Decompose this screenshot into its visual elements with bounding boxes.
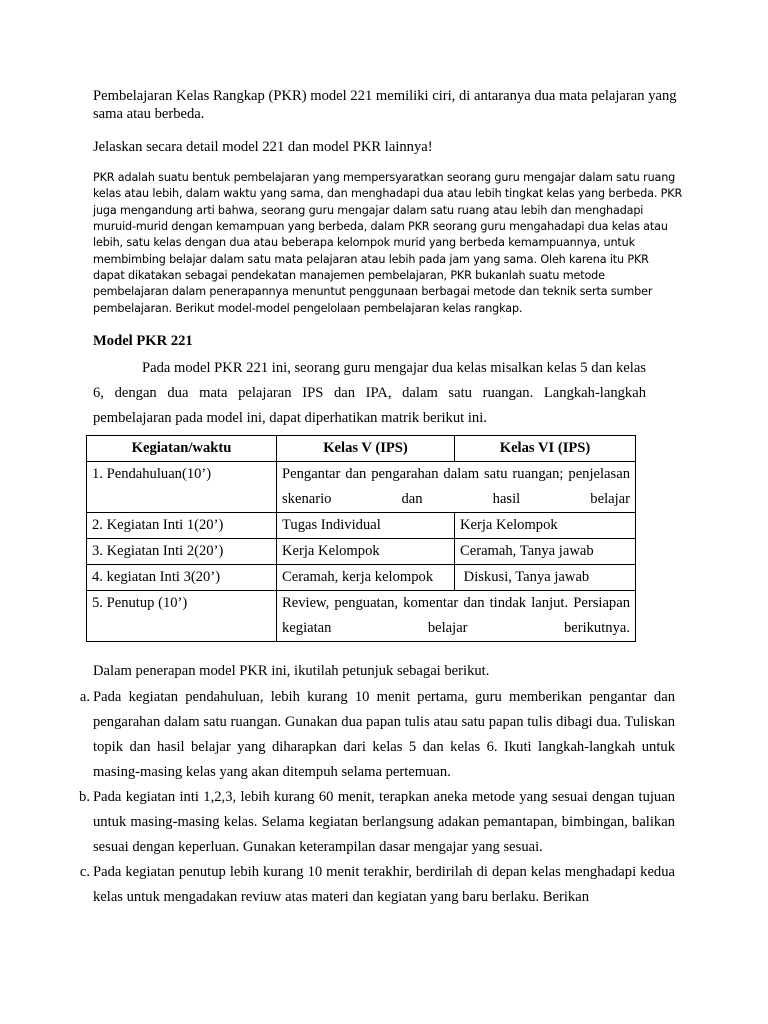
list-item-text: Pada kegiatan penutup lebih kurang 10 menit terakhir, berdirilah di depan kelas menghadapi kedua kelas untuk mengadakan reviuw atas materi dan kegiatan yang baru berlaku. Berikan [93,864,675,905]
activity-cell: 2. Kegiatan Inti 1(20’) [87,513,277,539]
table-row [87,513,636,539]
activity-cell: 3. Kegiatan Inti 2(20’) [87,539,277,565]
list-item-text: Pada kegiatan inti 1,2,3, lebih kurang 60 menit, terapkan aneka metode yang sesuai dengan tujuan untuk masing-masing kelas. Selama kegiatan berlangsung adakan pemantapan, bimbingan, balikan sesuai dengan keperluan. Gunakan keterampilan dasar mengajar yang sesuai. [93,789,675,855]
column-header: Kelas VI (IPS) [455,436,636,462]
kelas6-cell: Kerja Kelompok [455,513,636,539]
merged-cell: Pengantar dan pengarahan dalam satu ruangan; penjelasan skenario dan hasil belajar [277,462,636,513]
activity-matrix-table [86,435,636,642]
column-header: Kegiatan/waktu [87,436,277,462]
question-prompt: Jelaskan secara detail model 221 dan model PKR lainnya! [93,139,433,155]
list-item-text: Pada kegiatan pendahuluan, lebih kurang 10 menit pertama, guru memberikan pengantar dan pengarahan dalam satu ruangan. Gunakan dua papan tulis atau satu papan tulis dibagi dua. Tuliskan topik dan hasil belajar yang diharapkan dari kelas 5 dan kelas 6. Ikuti langkah-langkah untuk masing-masing kelas yang akan ditempuh selama pertemuan. [93,689,675,780]
kelas6-cell: Ceramah, Tanya jawab [455,539,636,565]
list-item [70,685,675,785]
activity-cell: 1. Pendahuluan(10’) [87,462,277,513]
kelas5-cell: Ceramah, kerja kelompok [277,565,455,591]
instructions-lead: Dalam penerapan model PKR ini, ikutilah petunjuk sebagai berikut. [93,663,490,679]
table-row [87,565,636,591]
merged-cell: Review, penguatan, komentar dan tindak lanjut. Persiapan kegiatan belajar berikutnya. [277,591,636,642]
list-item [70,860,675,910]
answer-paragraph: PKR adalah suatu bentuk pembelajaran yang mempersyaratkan seorang guru mengajar dalam satu ruang kelas atau lebih, dalam waktu yang sama, dan menghadapi dua atau lebih tingkat kelas yang berbeda. PKR juga mengandung arti bahwa, seorang guru mengajar dalam satu ruang atau lebih dan menghadapi muruid-murid dengan kemampuan yang berbeda, dalam PKR seorang guru mengahadapi dua kelas atau lebih, satu kelas dengan dua atau beberapa kelompok murid yang berbeda kemampuannya, untuk membimbing belajar dalam satu mata pelajaran atau lebih pada jam yang sama. Oleh karena itu PKR dapat dikatakan sebagai pendekatan manajemen pembelajaran, PKR bukanlah suatu metode pembelajaran dalam penerapannya menuntut penggunaan berbagai metode dan teknik serta sumber pembelajaran. Berikut model-model pengelolaan pembelajaran kelas rangkap. [93,171,683,315]
section-intro: Pada model PKR 221 ini, seorang guru mengajar dua kelas misalkan kelas 5 dan kelas 6, dengan dua mata pelajaran IPS dan IPA, dalam satu ruangan. Langkah-langkah pembelajaran pada model ini, dapat diperhatikan matrik berikut ini. [93,360,646,426]
table-row [87,462,636,513]
column-header: Kelas V (IPS) [277,436,455,462]
question-statement: Pembelajaran Kelas Rangkap (PKR) model 221 memiliki ciri, di antaranya dua mata pelajaran yang sama atau berbeda. [93,88,677,122]
list-marker: b. [79,789,90,805]
table-row [87,591,636,642]
activity-cell: 5. Penutup (10’) [87,591,277,642]
kelas5-cell: Tugas Individual [277,513,455,539]
instructions-list [70,685,675,910]
list-marker: a. [79,689,90,705]
list-item [70,785,675,860]
table-row [87,539,636,565]
kelas6-cell: Diskusi, Tanya jawab [455,565,636,591]
activity-cell: 4. kegiatan Inti 3(20’) [87,565,277,591]
kelas5-cell: Kerja Kelompok [277,539,455,565]
list-marker: c. [79,864,90,880]
table-header-row [87,436,636,462]
section-heading: Model PKR 221 [93,333,193,349]
